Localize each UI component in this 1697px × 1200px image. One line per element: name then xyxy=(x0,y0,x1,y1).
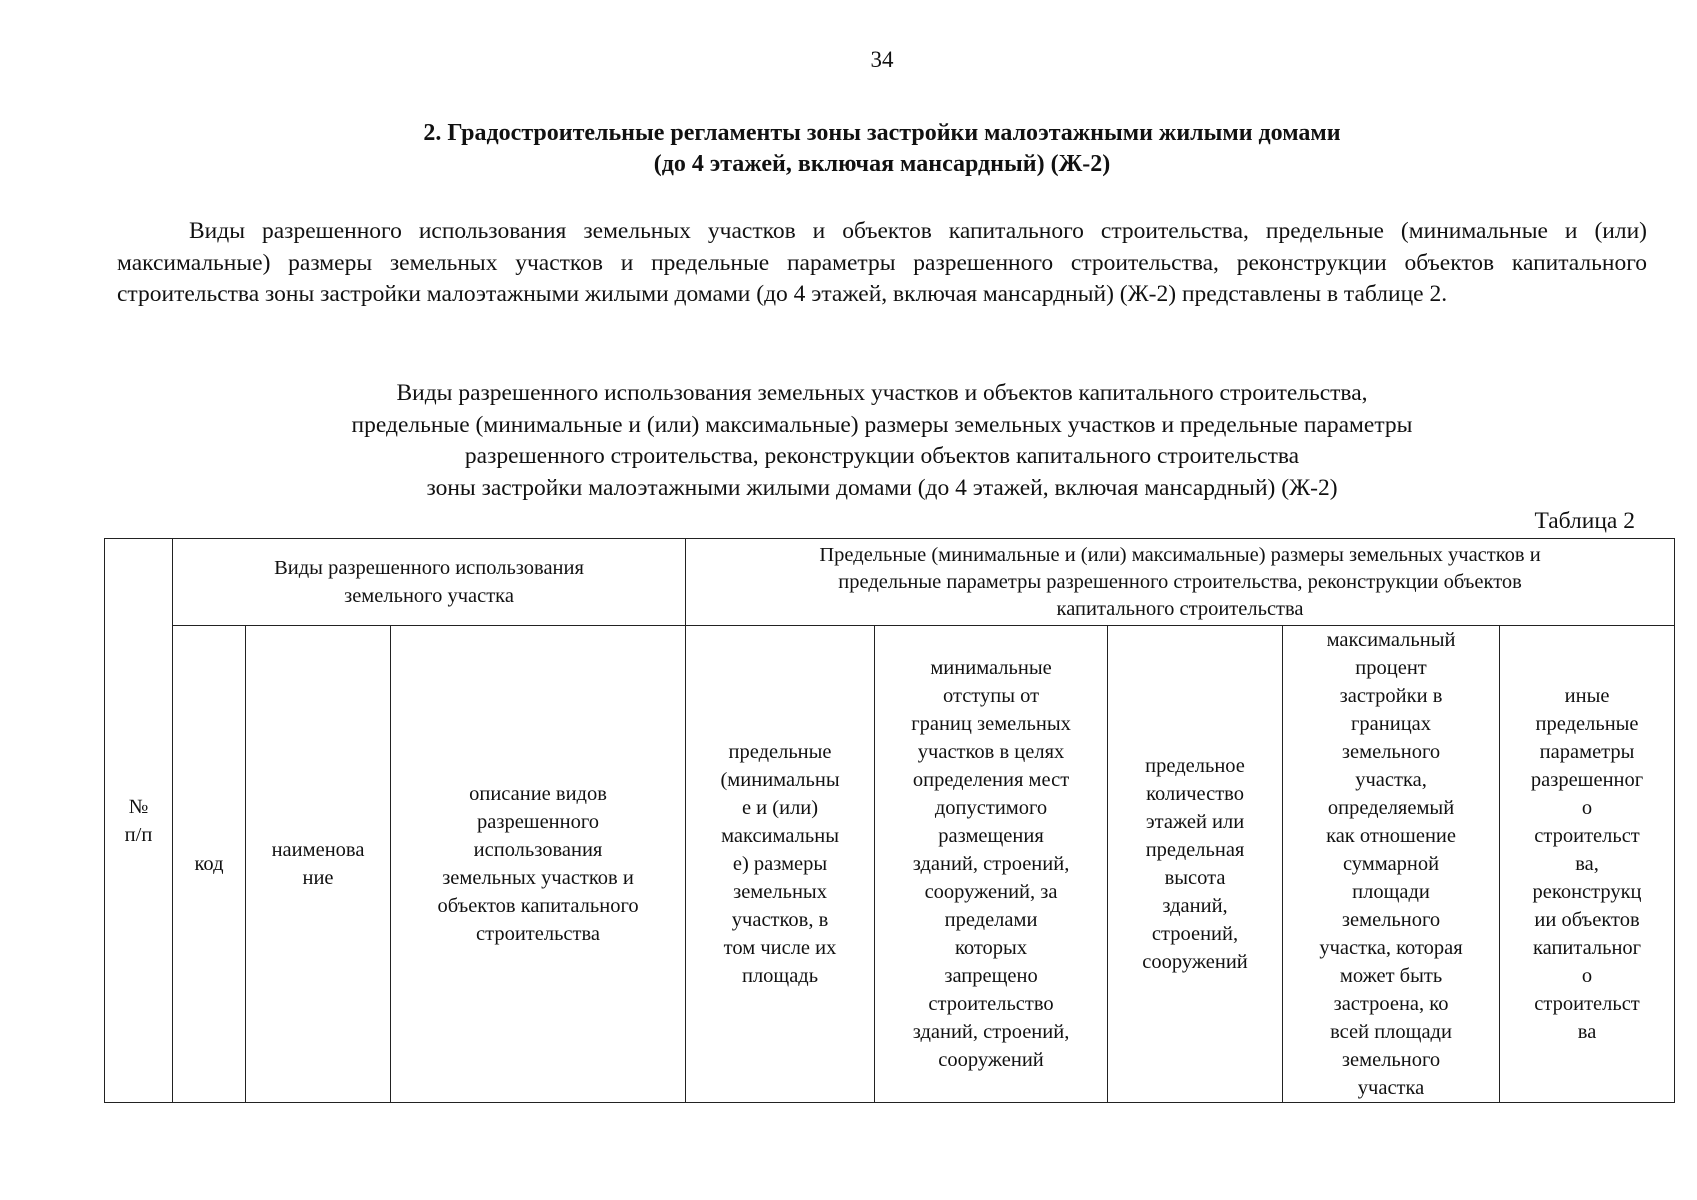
header-text-line: том числе их xyxy=(723,937,837,959)
section-heading-line: (до 4 этажей, включая мансардный) (Ж-2) xyxy=(653,151,1111,177)
header-text-line: застройки в xyxy=(1339,685,1443,707)
header-text-line: объектов капитального xyxy=(437,895,639,917)
header-text-line: размещения xyxy=(938,825,1044,847)
header-text-line: пределами xyxy=(944,909,1038,931)
header-text-line: площади xyxy=(1352,881,1430,903)
header-text-line: строительст xyxy=(1534,825,1640,847)
header-text-line: (минимальны xyxy=(720,769,840,791)
header-text-line: суммарной xyxy=(1342,853,1440,875)
section-heading xyxy=(300,118,1464,180)
header-text-line: использования xyxy=(473,839,603,861)
header-text-line: всей площади xyxy=(1330,1021,1452,1043)
header-text-line: зданий, строений, xyxy=(912,853,1070,875)
table-caption-line: предельные (минимальные и (или) максимальные) размеры земельных участков и предельные параметры xyxy=(351,411,1413,438)
header-group-usage xyxy=(173,539,686,626)
header-text-line: капитального строительства xyxy=(1056,597,1304,620)
intro-paragraph: Виды разрешенного использования земельных участков и объектов капитального строительства, предельные (минимальные и (или) максимальные) размеры земельных участков и предельные параметры разрешенного строительства, реконструкции объектов капитального строительства зоны застройки малоэтажными жилыми домами (до 4 этажей, включая мансардный) (Ж-2) представлены в таблице 2. xyxy=(117,218,1647,307)
header-text-line: определения мест xyxy=(912,769,1070,791)
header-floors xyxy=(1108,626,1283,1103)
header-text-line: земельного xyxy=(1341,1049,1441,1071)
header-text-line: земельного участка xyxy=(344,585,514,607)
header-text-line: ва, xyxy=(1575,853,1599,875)
header-text-line: зданий, строений, xyxy=(912,1021,1070,1043)
header-text-line: этажей или xyxy=(1145,811,1245,833)
header-text-line: участка xyxy=(1357,1077,1425,1099)
header-text-line: ии объектов xyxy=(1534,909,1640,931)
header-number xyxy=(105,539,173,1103)
header-text-line: участков, в xyxy=(731,909,829,931)
header-text-line: п/п xyxy=(124,823,153,846)
header-text-line: ние xyxy=(302,867,334,889)
header-text-line: зданий, xyxy=(1162,895,1228,917)
header-text-line: количество xyxy=(1146,783,1244,805)
header-text-line: № xyxy=(128,795,149,818)
table-caption xyxy=(150,378,1614,504)
header-text-line: застроена, ко xyxy=(1333,993,1449,1015)
header-text-line: земельного xyxy=(1341,741,1441,763)
header-text-line: как отношение xyxy=(1326,825,1456,847)
header-text-line: земельных участков и xyxy=(442,867,634,889)
header-text-line: границах xyxy=(1351,713,1432,735)
header-text-line: реконструкц xyxy=(1532,881,1642,903)
header-text-line: описание видов xyxy=(469,783,607,805)
header-text-line: земельных xyxy=(733,881,827,903)
header-text-line: строительст xyxy=(1534,993,1640,1015)
table-caption-line: разрешенного строительства, реконструкции объектов капитального строительства xyxy=(464,443,1300,469)
header-text-line: Виды разрешенного использования xyxy=(274,557,584,579)
section-heading-line: 2. Градостроительные регламенты зоны застройки малоэтажными жилыми домами xyxy=(423,120,1341,146)
header-text-line: о xyxy=(1581,797,1593,819)
header-text-line: участка, xyxy=(1355,769,1427,791)
header-text-line: строений, xyxy=(1151,923,1239,945)
header-text-line: отступы от xyxy=(943,685,1040,707)
header-text-line: разрешенног xyxy=(1530,769,1644,791)
header-text-line: предельное xyxy=(1145,755,1245,777)
header-text-line: сооружений xyxy=(938,1049,1044,1071)
header-other-parameters xyxy=(1500,626,1675,1103)
header-text-line: е и (или) xyxy=(741,797,819,819)
header-description xyxy=(391,626,686,1103)
header-text-line: которых xyxy=(954,937,1028,959)
header-text-line: определяемый xyxy=(1327,797,1455,819)
header-text-line: сооружений, за xyxy=(924,881,1058,903)
header-text-line: участков в целях xyxy=(917,741,1065,763)
header-text-line: максимальны xyxy=(721,825,839,847)
header-text-line: высота xyxy=(1164,867,1226,889)
header-name xyxy=(246,626,391,1103)
table-caption-line: Виды разрешенного использования земельных участков и объектов капитального строительства, xyxy=(396,380,1368,406)
header-text-line: может быть xyxy=(1339,965,1443,987)
header-text-line: минимальные xyxy=(930,657,1052,679)
header-text-line: сооружений xyxy=(1142,951,1248,973)
header-code: код xyxy=(173,626,246,1103)
header-text-line: площадь xyxy=(741,965,819,987)
header-text-line: наименова xyxy=(271,839,365,861)
header-setback xyxy=(875,626,1108,1103)
header-text-line: строительство xyxy=(928,993,1054,1015)
header-text-line: иные xyxy=(1564,685,1610,707)
header-text-line: предельные параметры разрешенного строительства, реконструкции объектов xyxy=(838,570,1522,593)
header-text-line: запрещено xyxy=(944,965,1038,987)
header-text-line: процент xyxy=(1355,657,1427,679)
header-text-line: строительства xyxy=(476,923,600,945)
header-text-line: допустимого xyxy=(934,797,1048,819)
header-text-line: капитальног xyxy=(1532,937,1642,959)
page-number: 34 xyxy=(870,47,894,72)
header-text-line: границ земельных xyxy=(911,713,1071,735)
table-label: Таблица 2 xyxy=(1534,508,1635,534)
header-text-line: предельные xyxy=(728,741,832,763)
header-plot-size xyxy=(686,626,875,1103)
header-group-limits xyxy=(686,539,1675,626)
header-text-line: разрешенного xyxy=(477,811,600,833)
header-text-line: е) размеры xyxy=(732,853,828,875)
header-text-line: участка, которая xyxy=(1319,937,1463,959)
header-text-line: ва xyxy=(1577,1021,1597,1043)
header-text-line: максимальный xyxy=(1326,629,1456,651)
header-text-line: предельные xyxy=(1535,713,1639,735)
header-text-line: Предельные (минимальные и (или) максимальные) размеры земельных участков и xyxy=(819,543,1541,566)
regulations-table xyxy=(104,538,1675,1103)
header-text-line: о xyxy=(1581,965,1593,987)
header-coverage xyxy=(1283,626,1500,1103)
header-text-line: земельного xyxy=(1341,909,1441,931)
header-text-line: предельная xyxy=(1145,839,1245,861)
table-caption-line: зоны застройки малоэтажными жилыми домами (до 4 этажей, включая мансардный) (Ж-2) xyxy=(426,474,1338,501)
header-text-line: параметры xyxy=(1539,741,1635,763)
